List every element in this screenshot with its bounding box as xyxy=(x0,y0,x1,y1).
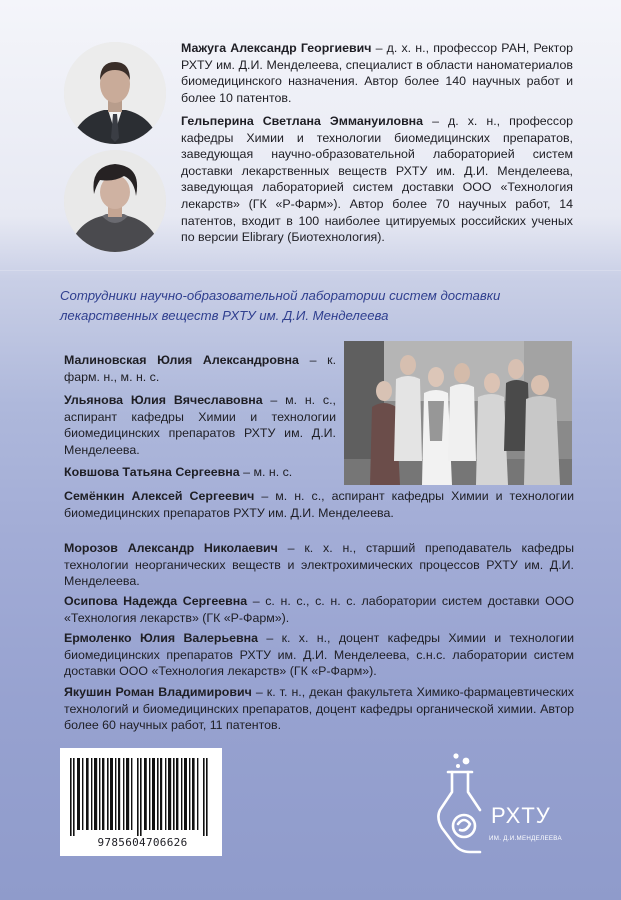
lab-title-line-2: лекарственных веществ РХТУ им. Д.И. Менделеева xyxy=(60,308,389,323)
staff-1-name: Малиновская Юлия Александровна xyxy=(64,353,299,367)
staff-entry-4-text xyxy=(64,488,574,521)
group-photo-image xyxy=(344,341,572,485)
logo-subtitle: ИМ. Д.И.МЕНДЕЛЕЕВА xyxy=(489,835,562,842)
portrait-woman-image xyxy=(64,150,166,252)
author-1-block xyxy=(181,40,573,106)
staff-7-name: Ермоленко Юлия Валерьевна xyxy=(64,631,258,645)
staff-entry-8 xyxy=(64,684,574,734)
staff-entry-2 xyxy=(64,392,336,458)
staff-6-description: – с. н. с., с. н. с. лаборатории систем доставки ООО «Технология лекарств» (ГК «Р-Фарм»). xyxy=(64,594,574,625)
staff-3-description: – м. н. с. xyxy=(239,465,293,479)
staff-entry-6-text xyxy=(64,593,574,626)
staff-entry-8-text xyxy=(64,684,574,734)
author-1-description: – д. х. н., профессор РАН, Ректор РХТУ им. Д.И. Менделеева, специалист в области наноматериалов биомедицинского назначения. Автор более 140 научных работ и более 10 патентов. xyxy=(181,41,574,105)
staff-entry-1-text xyxy=(64,352,336,385)
staff-4-description: – м. н. с., аспирант кафедры Химии и технологии биомедицинских препаратов РХТУ им. Д.И. Менделеева. xyxy=(64,489,574,520)
author-2-description: – д. х. н., профессор кафедры Химии и технологии биомедицинских препаратов, заведующая научно-образовательной лабораторией систем доставки лекарственных веществ РХТУ им. Д.И. Менделеева, заведующая лабораторией систем доставки ООО «Технология лекарств» (ГК «Р-Фарм»). Автор более 70 научных работ, 14 патентов, входит в 100 наиболее цитируемых российских ученых по версии Elibrary (Биотехнология). xyxy=(181,114,573,245)
staff-6-name: Осипова Надежда Сергеевна xyxy=(64,594,248,608)
portrait-author-2 xyxy=(64,150,166,252)
staff-5-description: – к. х. н., старший преподаватель кафедры технологии неорганических веществ и электрохимических процессов РХТУ им. Д.И. Менделеева. xyxy=(64,541,574,589)
staff-7-description: – к. х. н., доцент кафедры Химии и технологии биомедицинских препаратов РХТУ им. Д.И. Менделеева, с.н.с. лаборатории систем доставки ООО «Технология лекарств» (ГК «Р-Фарм»). xyxy=(64,631,574,679)
isbn-number: 9785604706626 xyxy=(97,836,188,849)
lab-group-photo xyxy=(344,341,572,485)
staff-entry-3-text xyxy=(64,464,336,481)
author-2-name: Гельперина Светлана Эммануиловна xyxy=(181,114,424,128)
lab-section-title xyxy=(60,286,580,326)
staff-entry-6 xyxy=(64,593,574,626)
staff-entry-7 xyxy=(64,630,574,680)
author-1-name: Мажуга Александр Георгиевич xyxy=(181,41,372,55)
staff-entry-7-text xyxy=(64,630,574,680)
author-2-block xyxy=(181,113,573,246)
logo-wordmark: РХТУ xyxy=(491,803,551,828)
portrait-man-image xyxy=(64,42,166,144)
staff-entry-3 xyxy=(64,464,336,481)
staff-2-name: Ульянова Юлия Вячеславовна xyxy=(64,393,263,407)
staff-entry-5 xyxy=(64,540,574,590)
author-2-paragraph xyxy=(181,113,573,246)
staff-1-description: – к. фарм. н., м. н. с. xyxy=(64,353,337,384)
staff-8-description: – к. т. н., декан факультета Химико-фармацевтических технологий и биомедицинских препаратов, доцент кафедры органической химии. Автор более 60 научных работ, 11 патентов. xyxy=(64,685,574,733)
lab-title-line-1: Сотрудники научно-образовательной лаборатории систем доставки xyxy=(60,288,501,303)
staff-8-name: Якушин Роман Владимирович xyxy=(64,685,252,699)
author-1-paragraph xyxy=(181,40,573,106)
staff-entry-4 xyxy=(64,488,574,521)
staff-4-name: Семёнкин Алексей Сергеевич xyxy=(64,489,255,503)
portrait-author-1 xyxy=(64,42,166,144)
staff-entry-1 xyxy=(64,352,336,385)
staff-5-name: Морозов Александр Николаевич xyxy=(64,541,278,555)
staff-2-description: – м. н. с., аспирант кафедры Химии и технологии биомедицинских препаратов РХТУ им. Д.И. Менделеева. xyxy=(64,393,336,457)
staff-entry-5-text xyxy=(64,540,574,590)
staff-entry-2-text xyxy=(64,392,336,458)
staff-3-name: Ковшова Татьяна Сергеевна xyxy=(64,465,240,479)
section-divider xyxy=(0,270,621,271)
